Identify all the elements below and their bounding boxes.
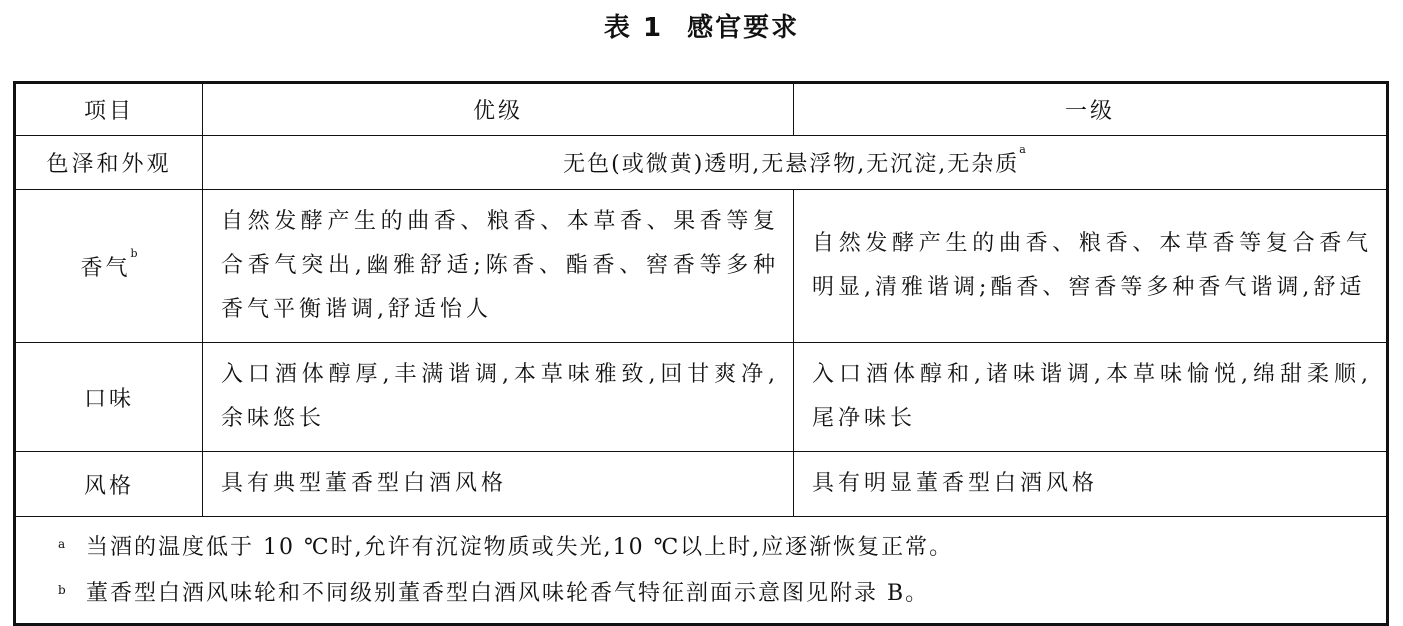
row-label-style: 风格 xyxy=(15,452,203,517)
header-first: 一级 xyxy=(794,83,1388,136)
header-premium: 优级 xyxy=(203,83,794,136)
table-row xyxy=(15,343,1388,452)
table-title xyxy=(0,10,1403,46)
header-item: 项目 xyxy=(15,83,203,136)
table-caption: 感官要求 xyxy=(687,13,800,43)
table-row xyxy=(15,190,1388,343)
footnote-ref-a: a xyxy=(1019,143,1026,156)
footnote-text-a: 当酒的温度低于 10 ℃时,允许有沉淀物质或失光,10 ℃以上时,应逐渐恢复正常。 xyxy=(86,535,954,560)
header-row xyxy=(15,83,1388,136)
aroma-first: 自然发酵产生的曲香、粮香、本草香等复合香气明显,清雅谐调;酯香、窖香等多种香气谐调,舒适 xyxy=(794,190,1388,343)
appearance-requirement: 无色(或微黄)透明,无悬浮物,无沉淀,无杂质$^a$ xyxy=(203,136,1388,190)
footnote-b xyxy=(58,571,1386,617)
taste-first: 入口酒体醇和,诸味谐调,本草味愉悦,绵甜柔顺,尾净味长 xyxy=(794,343,1388,452)
footnote-a xyxy=(58,525,1386,571)
footnote-mark-b: b xyxy=(58,583,68,597)
footnote-mark-a: a xyxy=(58,537,68,551)
table-row xyxy=(15,452,1388,517)
style-premium: 具有典型董香型白酒风格 xyxy=(203,452,794,517)
footnote-ref-b: b xyxy=(130,246,138,260)
table-number: 表 1 xyxy=(603,13,664,43)
aroma-premium: 自然发酵产生的曲香、粮香、本草香、果香等复合香气突出,幽雅舒适;陈香、酯香、窖香等多种香气平衡谐调,舒适怡人 xyxy=(203,190,794,343)
footnote-text-b: 董香型白酒风味轮和不同级别董香型白酒风味轮香气特征剖面示意图见附录 B。 xyxy=(86,581,930,606)
table-row xyxy=(15,136,1388,190)
row-label-aroma: 香气$^b$ xyxy=(15,190,203,343)
table-notes xyxy=(15,517,1388,625)
sensory-requirements-table xyxy=(13,81,1389,626)
notes-row xyxy=(15,517,1388,625)
style-first: 具有明显董香型白酒风格 xyxy=(794,452,1388,517)
row-label-taste: 口味 xyxy=(15,343,203,452)
row-label-appearance: 色泽和外观 xyxy=(15,136,203,190)
taste-premium: 入口酒体醇厚,丰满谐调,本草味雅致,回甘爽净,余味悠长 xyxy=(203,343,794,452)
